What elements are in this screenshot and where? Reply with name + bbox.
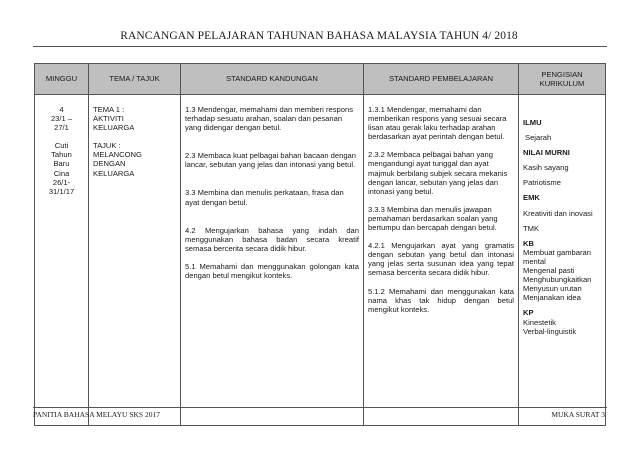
tema-line: KELUARGA [93,168,135,178]
header-tema-tajuk: TEMA / TAJUK [89,64,181,95]
tema-line: TAJUK : [93,141,121,151]
emk-item: TMK [523,223,540,233]
tema-line: KELUARGA [93,123,135,133]
kp-heading: KP [523,308,534,318]
spacer [93,132,177,141]
minggu-line: 23/1 – [50,114,73,124]
sk-item-1-3: 1.3 Mendengar, memahami dan memberi respons terhadap sesuatu arahan, soalan dan pesanan yang didengar dengan betul. [185,105,353,133]
sk-item-5-1: 5.1 Memahami dan menggunakan golongan kata dengan betul mengikut konteks. [185,261,359,281]
kp-item: Kinestetik [523,317,556,327]
cell-tema-tajuk [89,95,181,426]
footer-page-number: MUKA SURAT 3 [551,410,605,419]
kp-item: Verbal-linguistik [523,326,577,336]
minggu-line: 4 [59,105,64,114]
footer-rule [33,407,607,408]
kb-heading: KB [523,238,534,248]
spacer [185,253,359,262]
minggu-line: Tahun [51,150,72,160]
tema-line: AKTIVITI [93,114,124,124]
table-header-row [35,64,606,95]
minggu-line: Cina [53,168,70,178]
sp-item-1-3-1: 1.3.1 Mendengar, memahami dan memberikan respons yang sesuai secara lisan atau gerak laku terhadap arahan berdasarkan ayat perintah dengan betul. [368,105,507,142]
nilai-murni-heading: NILAI MURNI [523,148,570,158]
cell-pengisian-kurikulum [519,95,606,426]
cell-standard-kandungan [181,95,364,426]
header-standard-pembelajaran: STANDARD PEMBELAJARAN [364,64,519,95]
minggu-line: Cuti [54,141,69,151]
spacer [368,141,514,150]
spacer [368,196,514,205]
cell-standard-pembelajaran [364,95,519,426]
header-pengisian-kurikulum: PENGISIAN KURIKULUM [519,64,606,95]
tema-line: DENGAN [93,159,126,169]
kb-item: Menjanakan idea [523,293,581,303]
cell-minggu [35,95,89,426]
spacer [368,232,514,241]
sk-item-3-3: 3.3 Membina dan menulis perkataan, frasa dan ayat dengan betul. [185,188,344,207]
table-row [35,95,606,426]
tema-line: TEMA 1 : [93,105,125,114]
nilai-item: Kasih sayang [523,163,569,173]
sp-item-2-3-2: 2.3.2 Membaca pelbagai bahan yang mengandungi ayat tunggal dan ayat majmuk berbilang subjek secara mekanis dengan lancar, sebutan yang jelas dan intonasi yang betul. [368,150,508,196]
title-underline [33,46,607,47]
header-minggu: MINGGU [35,64,89,95]
nilai-item: Patriotisme [523,178,561,188]
kb-item: Menyusun urutan [523,284,582,294]
sk-item-4-2: 4.2 Mengujarkan bahasa yang indah dan menggunakan bahasa badan secara kreatif semasa bercerita secara didik hibur. [185,225,359,253]
ilmu-heading: ILMU [523,118,542,127]
header-standard-kandungan: STANDARD KANDUNGAN [181,64,364,95]
sk-item-2-3: 2.3 Membaca kuat pelbagai bahan bacaan dengan lancar, sebutan yang jelas dan intonasi yang betul. [185,151,356,170]
kb-item: Mengenal pasti [523,266,575,276]
sp-item-4-2-1: 4.2.1 Mengujarkan ayat yang gramatis dengan sebutan yang betul dan intonasi yang jelas serta susunan idea yang tepat semasa bercerita secara didik hibur. [368,241,514,278]
emk-item: Kreativiti dan inovasi [523,208,593,218]
lesson-plan-table [34,63,606,426]
minggu-line: Baru [53,159,70,169]
tema-line: MELANCONG [93,150,142,160]
minggu-line: 31/1/17 [48,186,75,196]
document-title: RANCANGAN PELAJARAN TAHUNAN BAHASA MALAYSIA TAHUN 4/ 2018 [120,30,518,42]
emk-heading: EMK [523,193,540,203]
sp-item-5-1-2: 5.1.2 Memahami dan menggunakan kata nama khas tak hidup dengan betul mengikut konteks. [368,286,514,314]
footer-left: PANITIA BAHASA MELAYU SKS 2017 [33,410,160,419]
sp-item-3-3-3: 3.3.3 Membina dan menulis jawapan pemahaman berdasarkan soalan yang bertumpu dan bercapah dengan betul. [368,204,498,233]
spacer [368,278,514,287]
kb-item: Membuat gambaran mental [523,247,591,266]
kb-item: Menghubungkaitkan [523,275,592,285]
minggu-line: 27/1 [54,123,69,133]
ilmu-value: Sejarah [525,133,552,143]
spacer [37,132,86,141]
minggu-line: 26/1- [52,177,71,187]
